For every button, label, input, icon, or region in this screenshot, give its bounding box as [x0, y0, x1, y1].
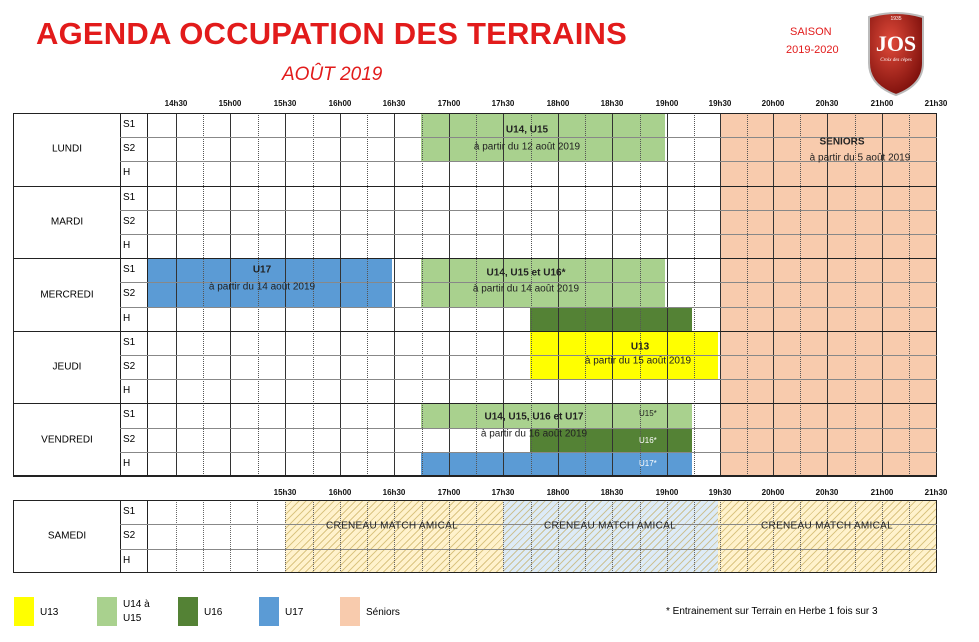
samedi-time-label: 21h00: [870, 488, 894, 497]
grid-hline: [120, 210, 937, 211]
logo-motto: Croix des cèpes: [880, 58, 912, 63]
samedi-time-label: 18h30: [600, 488, 624, 497]
grid-hline: [13, 186, 937, 187]
time-label: 19h00: [655, 99, 679, 108]
legend-swatch-0: [14, 597, 34, 626]
row-label: S2: [123, 215, 136, 227]
samedi-time-label: 15h30: [273, 488, 297, 497]
row-label: S1: [123, 119, 136, 130]
legend-label-2: U16: [204, 607, 223, 618]
label-samedi-creneau-2: CRENEAU MATCH AMICAL: [544, 520, 676, 532]
season-label: SAISON: [790, 26, 832, 38]
logo-text: JOS: [875, 31, 917, 56]
row-label: S1: [123, 191, 136, 203]
label-lundi-u14: U14, U15: [505, 124, 549, 136]
samedi-time-label: 17h30: [491, 488, 515, 497]
grid-hline: [13, 331, 937, 332]
label-vendredi-date: à partir du 16 août 2019: [480, 428, 588, 440]
label-jeudi-u13: U13: [630, 341, 650, 353]
time-label: 16h30: [382, 99, 406, 108]
time-label: 15h00: [218, 99, 242, 108]
grid-hline: [13, 403, 937, 404]
legend-note: * Entrainement sur Terrain en Herbe 1 fois sur 3: [666, 606, 878, 617]
samedi-frame: [13, 500, 937, 573]
legend-label-4: Séniors: [366, 607, 400, 618]
label-mercredi-u14-date: à partir du 14 août 2019: [472, 283, 580, 295]
time-label: 16h00: [328, 99, 352, 108]
time-label: 17h00: [437, 99, 461, 108]
legend-label-3: U17: [285, 607, 304, 618]
grid-hline: [120, 234, 937, 235]
label-vendredi-u17: U17*: [639, 458, 657, 468]
logo-year: 1935: [890, 16, 902, 22]
row-label: H: [123, 240, 131, 251]
page-title: AGENDA OCCUPATION DES TERRAINS: [36, 16, 628, 51]
grid-hline: [120, 307, 937, 308]
samedi-vline-days: [120, 500, 121, 573]
label-seniors: SENIORS: [819, 136, 865, 148]
row-label: H: [123, 457, 131, 469]
time-label: 20h00: [761, 99, 785, 108]
row-label: H: [123, 554, 131, 566]
label-samedi-creneau-3: CRENEAU MATCH AMICAL: [761, 520, 893, 532]
samedi-vline-rows: [147, 500, 148, 573]
grid-vline-days: [120, 113, 121, 476]
label-jeudi-u13-date: à partir du 15 août 2019: [584, 355, 692, 367]
page-subtitle: AOÛT 2019: [282, 64, 383, 85]
label-vendredi-u15: U15*: [639, 409, 657, 419]
row-label: S2: [123, 143, 136, 155]
row-label: H: [123, 312, 131, 324]
day-label-lundi: LUNDI: [51, 143, 83, 155]
time-label: 18h30: [600, 99, 624, 108]
time-label: 21h00: [870, 99, 894, 108]
legend-swatch-1: [97, 597, 117, 626]
grid-hline: [120, 137, 937, 138]
row-label: S1: [123, 264, 136, 276]
day-label-vendredi: VENDREDI: [41, 434, 93, 446]
season-years: 2019-2020: [786, 44, 839, 56]
row-label: H: [123, 167, 131, 179]
legend-swatch-2: [178, 597, 198, 626]
label-vendredi-main: U14, U15, U16 et U17: [484, 411, 584, 423]
grid-hline: [120, 379, 937, 380]
legend-swatch-4: [340, 597, 360, 626]
time-label: 15h30: [273, 99, 297, 108]
samedi-time-label: 18h00: [546, 488, 570, 497]
samedi-time-label: 16h30: [382, 488, 406, 497]
time-label: 20h30: [815, 99, 839, 108]
samedi-time-label: 19h30: [708, 488, 732, 497]
grid-hline: [13, 476, 937, 477]
day-label-samedi: SAMEDI: [47, 530, 87, 542]
legend-swatch-3: [259, 597, 279, 626]
row-label: H: [123, 385, 131, 397]
row-label: S2: [123, 433, 136, 445]
label-vendredi-u16: U16*: [639, 435, 657, 445]
label-mercredi-u14: U14, U15 et U16*: [486, 267, 566, 279]
grid-hline: [13, 113, 937, 114]
samedi-time-label: 20h30: [815, 488, 839, 497]
day-label-mercredi: MERCREDI: [40, 289, 94, 300]
label-mercredi-u17: U17: [252, 264, 272, 276]
grid-hline: [120, 452, 937, 453]
time-label: 17h30: [491, 99, 515, 108]
time-label: 21h30: [924, 99, 948, 108]
row-label: S1: [123, 409, 136, 421]
samedi-time-label: 20h00: [761, 488, 785, 497]
samedi-hline: [120, 549, 937, 550]
label-samedi-creneau-1: CRENEAU MATCH AMICAL: [326, 520, 458, 532]
row-label: S2: [123, 530, 136, 542]
row-label: S2: [123, 361, 136, 372]
club-logo: [865, 11, 927, 97]
grid-hline: [120, 355, 937, 356]
legend-label-0: U13: [40, 607, 59, 618]
samedi-time-label: 19h00: [655, 488, 679, 497]
row-label: S1: [123, 336, 136, 348]
samedi-time-label: 16h00: [328, 488, 352, 497]
samedi-time-label: 21h30: [924, 488, 948, 497]
day-label-jeudi: JEUDI: [52, 361, 82, 373]
day-label-mardi: MARDI: [50, 216, 84, 228]
samedi-time-label: 17h00: [437, 488, 461, 497]
label-seniors-date: à partir du 5 août 2019: [809, 152, 911, 164]
time-label: 19h30: [708, 99, 732, 108]
label-mercredi-u17-date: à partir du 14 août 2019: [208, 281, 316, 293]
grid-hline: [13, 258, 937, 259]
time-label: 14h30: [164, 99, 188, 108]
row-label: S2: [123, 288, 136, 300]
grid-vline-rows: [147, 113, 148, 476]
label-lundi-date: à partir du 12 août 2019: [473, 141, 581, 153]
legend-label-1: U14 à U15: [123, 599, 150, 624]
row-label: S1: [123, 506, 136, 517]
time-label: 18h00: [546, 99, 570, 108]
